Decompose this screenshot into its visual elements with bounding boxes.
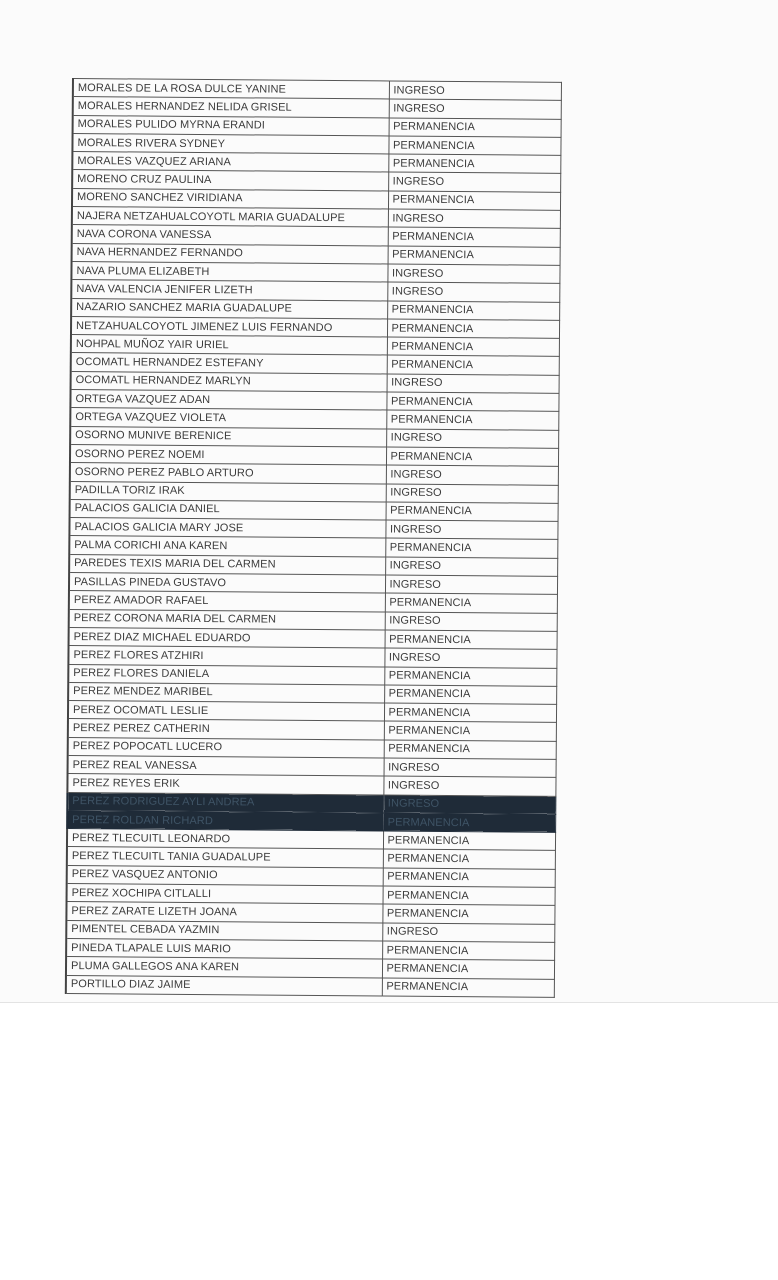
status-cell: PERMANENCIA [382, 978, 554, 998]
student-name-cell: PADILLA TORIZ IRAK [70, 481, 386, 502]
status-cell: PERMANENCIA [386, 410, 558, 430]
roster-body [66, 79, 561, 998]
student-name-cell: NAVA PLUMA ELIZABETH [71, 261, 387, 282]
student-name-cell: PINEDA TLAPALE LUIS MARIO [66, 938, 382, 959]
student-name-cell: PEREZ FLORES ATZHIRI [68, 646, 384, 667]
student-name-cell: PEREZ CORONA MARIA DEL CARMEN [69, 609, 385, 630]
student-name-cell: OSORNO PEREZ NOEMI [70, 444, 386, 465]
status-cell: INGRESO [388, 209, 560, 229]
status-cell: PERMANENCIA [386, 447, 558, 467]
status-cell: INGRESO [388, 172, 560, 192]
student-name-cell: OCOMATL HERNANDEZ ESTEFANY [71, 353, 387, 374]
student-name-cell: PEREZ REYES ERIK [67, 774, 383, 795]
student-name-cell: NAVA HERNANDEZ FERNANDO [72, 243, 388, 264]
status-cell: PERMANENCIA [389, 118, 561, 138]
status-cell: PERMANENCIA [383, 813, 555, 833]
student-name-cell: MORALES DE LA ROSA DULCE YANINE [73, 79, 389, 100]
student-name-cell: PEREZ VASQUEZ ANTONIO [67, 865, 383, 886]
student-name-cell: PIMENTEL CEBADA YAZMIN [66, 920, 382, 941]
status-cell: PERMANENCIA [388, 227, 560, 247]
student-name-cell: ORTEGA VAZQUEZ VIOLETA [70, 408, 386, 429]
student-name-cell: PEREZ TLECUITL LEONARDO [67, 829, 383, 850]
student-name-cell: PEREZ MENDEZ MARIBEL [68, 682, 384, 703]
student-name-cell: OSORNO MUNIVE BERENICE [70, 426, 386, 447]
student-name-cell: PEREZ PEREZ CATHERIN [68, 719, 384, 740]
status-cell: PERMANENCIA [387, 319, 559, 339]
student-name-cell: MORALES PULIDO MYRNA ERANDI [73, 115, 389, 136]
status-cell: PERMANENCIA [388, 136, 560, 156]
student-name-cell: PEREZ AMADOR RAFAEL [69, 591, 385, 612]
student-name-cell: MORALES RIVERA SYDNEY [72, 133, 388, 154]
status-cell: INGRESO [387, 282, 559, 302]
student-name-cell: PEREZ FLORES DANIELA [68, 664, 384, 685]
status-cell: PERMANENCIA [386, 502, 558, 522]
student-name-cell: PEREZ ZARATE LIZETH JOANA [66, 902, 382, 923]
status-cell: PERMANENCIA [388, 154, 560, 174]
status-cell: PERMANENCIA [384, 703, 556, 723]
student-name-cell: PEREZ REAL VANESSA [68, 755, 384, 776]
student-name-cell: PEREZ OCOMATL LESLIE [68, 701, 384, 722]
student-name-cell: MORALES VAZQUEZ ARIANA [72, 152, 388, 173]
student-name-cell: PORTILLO DIAZ JAIME [66, 975, 382, 996]
student-name-cell: PEREZ DIAZ MICHAEL EDUARDO [69, 627, 385, 648]
status-cell: INGRESO [383, 776, 555, 796]
table-row [66, 975, 554, 997]
status-cell: INGRESO [386, 484, 558, 504]
status-cell: INGRESO [387, 264, 559, 284]
status-cell: INGRESO [384, 648, 556, 668]
status-cell: INGRESO [386, 465, 558, 485]
status-cell: PERMANENCIA [382, 904, 554, 924]
status-cell: PERMANENCIA [385, 630, 557, 650]
status-cell: PERMANENCIA [384, 685, 556, 705]
student-name-cell: NAJERA NETZAHUALCOYOTL MARIA GUADALUPE [72, 207, 388, 228]
student-name-cell: OCOMATL HERNANDEZ MARLYN [71, 371, 387, 392]
student-name-cell: OSORNO PEREZ PABLO ARTURO [70, 463, 386, 484]
status-cell: PERMANENCIA [383, 868, 555, 888]
status-cell: PERMANENCIA [387, 355, 559, 375]
status-cell: INGRESO [385, 612, 557, 632]
status-cell: INGRESO [385, 557, 557, 577]
student-name-cell: ORTEGA VAZQUEZ ADAN [70, 390, 386, 411]
student-name-cell: MORENO SANCHEZ VIRIDIANA [72, 188, 388, 209]
student-name-cell: NAZARIO SANCHEZ MARIA GUADALUPE [71, 298, 387, 319]
student-name-cell: PEREZ TLECUITL TANIA GUADALUPE [67, 847, 383, 868]
status-cell: INGRESO [385, 575, 557, 595]
student-name-cell: MORALES HERNANDEZ NELIDA GRISEL [73, 97, 389, 118]
status-cell: PERMANENCIA [384, 666, 556, 686]
status-cell: INGRESO [389, 81, 561, 101]
student-name-cell: PEREZ ROLDAN RICHARD [67, 810, 383, 831]
status-cell: PERMANENCIA [385, 593, 557, 613]
student-name-cell: PEREZ XOCHIPA CITLALLI [67, 884, 383, 905]
student-name-cell: NAVA VALENCIA JENIFER LIZETH [71, 280, 387, 301]
status-cell: PERMANENCIA [386, 392, 558, 412]
status-cell: PERMANENCIA [383, 886, 555, 906]
student-roster-table [65, 78, 562, 998]
status-cell: INGRESO [383, 795, 555, 815]
student-name-cell: MORENO CRUZ PAULINA [72, 170, 388, 191]
status-cell: INGRESO [385, 520, 557, 540]
status-cell: PERMANENCIA [387, 337, 559, 357]
status-cell: PERMANENCIA [388, 191, 560, 211]
student-name-cell: PLUMA GALLEGOS ANA KAREN [66, 957, 382, 978]
student-name-cell: NETZAHUALCOYOTL JIMENEZ LUIS FERNANDO [71, 316, 387, 337]
student-name-cell: PALACIOS GALICIA DANIEL [70, 499, 386, 520]
status-cell: INGRESO [384, 758, 556, 778]
status-cell: PERMANENCIA [383, 831, 555, 851]
status-cell: PERMANENCIA [384, 740, 556, 760]
status-cell: PERMANENCIA [384, 721, 556, 741]
status-cell: PERMANENCIA [385, 538, 557, 558]
status-cell: INGRESO [382, 923, 554, 943]
student-name-cell: NOHPAL MUÑOZ YAIR URIEL [71, 335, 387, 356]
scan-edge [0, 1002, 778, 1003]
student-name-cell: PAREDES TEXIS MARIA DEL CARMEN [69, 554, 385, 575]
status-cell: PERMANENCIA [382, 959, 554, 979]
student-name-cell: NAVA CORONA VANESSA [72, 225, 388, 246]
status-cell: INGRESO [387, 374, 559, 394]
status-cell: PERMANENCIA [382, 941, 554, 961]
student-name-cell: PASILLAS PINEDA GUSTAVO [69, 573, 385, 594]
student-name-cell: PALMA CORICHI ANA KAREN [69, 536, 385, 557]
status-cell: INGRESO [389, 99, 561, 119]
status-cell: PERMANENCIA [388, 246, 560, 266]
student-name-cell: PEREZ POPOCATL LUCERO [68, 737, 384, 758]
student-name-cell: PEREZ RODRIGUEZ AYLI ANDREA [67, 792, 383, 813]
status-cell: PERMANENCIA [383, 849, 555, 869]
status-cell: INGRESO [386, 429, 558, 449]
student-name-cell: PALACIOS GALICIA MARY JOSE [69, 518, 385, 539]
status-cell: PERMANENCIA [387, 301, 559, 321]
